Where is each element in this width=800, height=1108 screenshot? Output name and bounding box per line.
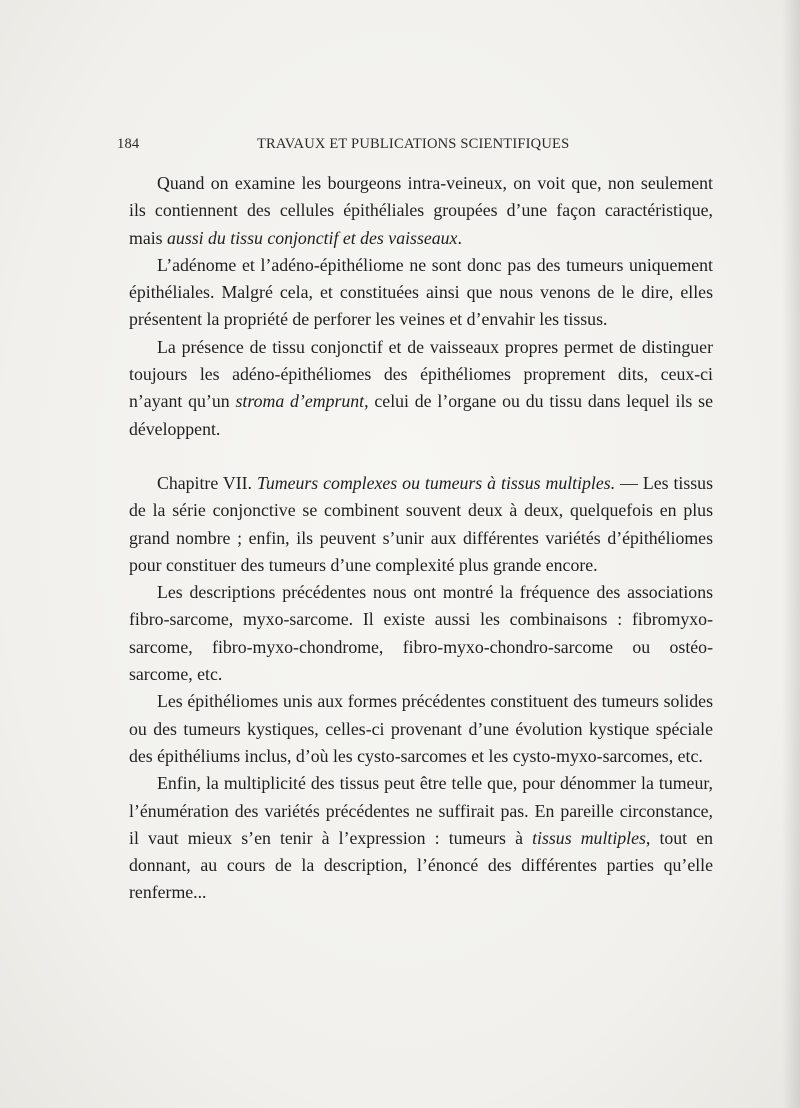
paragraph-7-text-after: , tout en donnant, au cours de la description, l’énoncé des différentes parties qu’elle renferme... <box>129 827 713 903</box>
paragraph-7-italic: tissus multiples <box>532 827 646 848</box>
paragraph-2: L’adénome et l’adéno-épithéliome ne sont donc pas des tumeurs uniquement épithéliales. Malgré cela, et constituées ainsi que nous venons de le dire, elles présentent la propriété de perforer les veines et d’envahir les tissus. <box>129 254 713 330</box>
paragraph-3-italic: stroma d’emprunt <box>235 391 365 412</box>
paragraph-4 <box>129 470 713 579</box>
paragraph-5: Les descriptions précédentes nous ont montré la fréquence des associations fibro-sarcome, myxo-sarcome. Il existe aussi les combinaisons : fibromyxo-sarcome, fibro-myxo-chondrome, fibro-myxo-chondro-sarcome ou ostéo-sarcome, etc. <box>129 582 713 685</box>
paragraph-1-text-after: . <box>457 227 462 248</box>
paragraph-7-text-before: Enfin, la multiplicité des tissus peut être telle que, pour dénommer la tumeur, l’énumération des variétés précédentes ne suffirait pas. En pareille circonstance, il vaut mieux s’en tenir à l’expression : tumeurs à <box>129 773 713 848</box>
paragraph-6: Les épithéliomes unis aux formes précédentes constituent des tumeurs solides ou des tumeurs kystiques, celles-ci provenant d’une évolution kystique spéciale des épithéliums inclus, d’où les cysto-sarcomes et les cysto-myxo-sarcomes, etc. <box>129 691 713 766</box>
paragraph-3 <box>129 334 713 443</box>
page-number: 184 <box>117 136 140 152</box>
paragraph-4-text-after: — Les tissus de la série conjonctive se combinent souvent deux à deux, quelquefois en plus grand nombre ; enfin, ils peuvent s’unir aux différentes variétés d’épithéliomes pour constituer des tumeurs d’une complexité plus grande encore. <box>129 472 713 575</box>
chapter-title: Tumeurs complexes ou tumeurs à tissus multiples. <box>256 472 616 493</box>
paragraph-1-text-before: Quand on examine les bourgeons intra-veineux, on voit que, non seulement ils contiennent des cellules épithéliales groupées d’une façon caractéristique, mais <box>129 173 713 248</box>
paragraph-1 <box>129 170 713 252</box>
running-title: TRAVAUX ET PUBLICATIONS SCIENTIFIQUES <box>257 136 570 152</box>
chapter-label: Chapitre VII. <box>157 472 257 493</box>
paragraph-3-text-before: La présence de tissu conjonctif et de vaisseaux propres permet de distinguer toujours les adéno-épithéliomes des épithéliomes proprement dits, ceux-ci n’ayant qu’un <box>129 336 713 412</box>
page-edge-shadow <box>782 0 800 1108</box>
body-text <box>129 170 713 907</box>
paragraph-7 <box>129 770 713 906</box>
page-header <box>117 136 710 158</box>
paragraph-1-italic: aussi du tissu conjonctif et des vaisseaux <box>167 227 458 248</box>
paragraph-3-text-after: , celui de l’organe ou du tissu dans lequel ils se développent. <box>129 391 713 439</box>
